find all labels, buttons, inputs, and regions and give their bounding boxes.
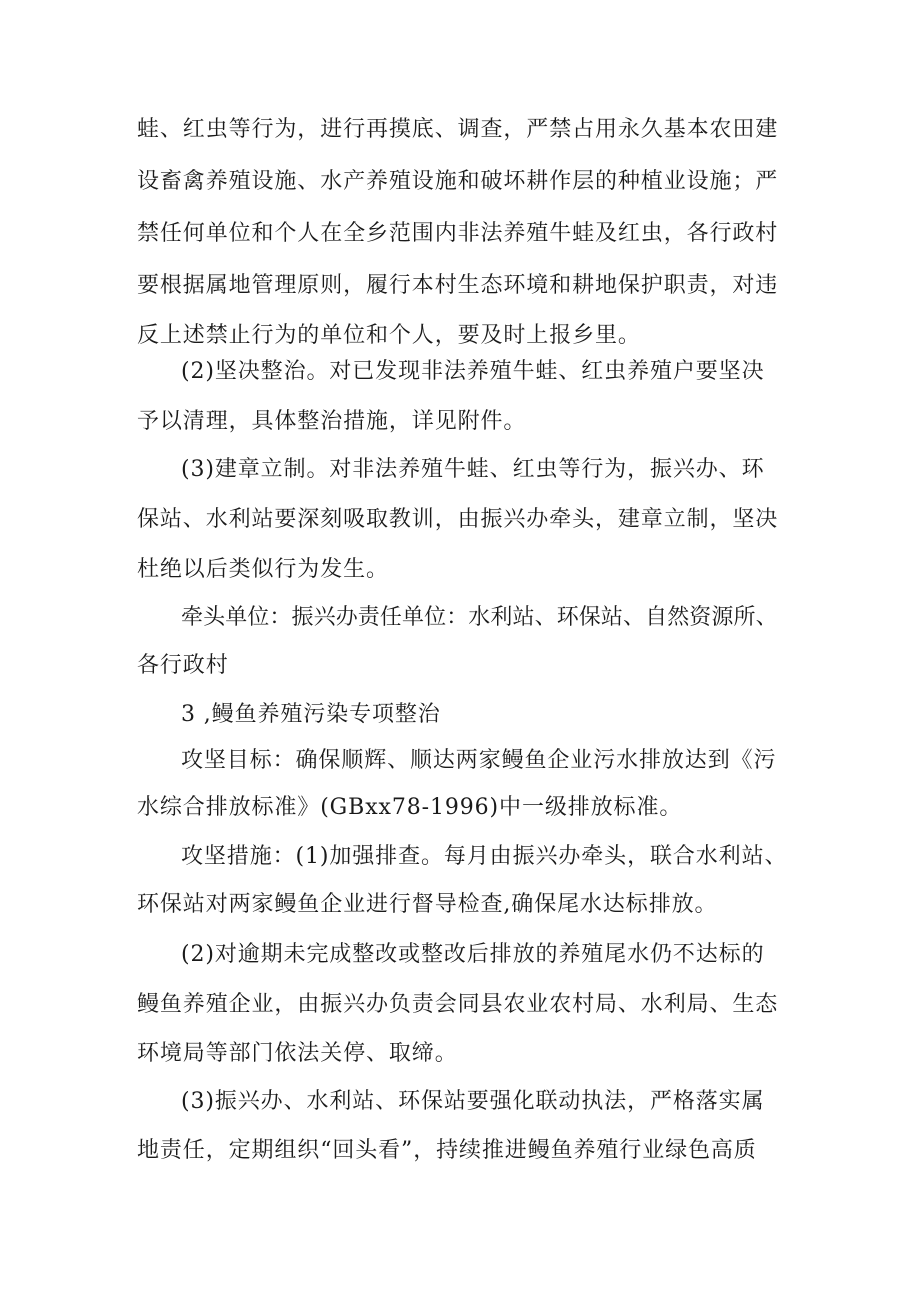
paragraph-start: 攻坚措施：(1)加强排查。每月由振兴办牵头，联合水利站、 xyxy=(181,844,788,869)
text-line: 各行政村 xyxy=(137,653,229,678)
section-heading: 3 ,鳗鱼养殖污染专项整治 xyxy=(181,702,441,727)
responsible-units-line: 牵头单位：振兴办责任单位：水利站、环保站、自然资源所、 xyxy=(181,605,778,630)
text-line: 水综合排放标准》(GBxx78-1996)中一级排放标准。 xyxy=(137,795,683,820)
paragraph-start: (3)振兴办、水利站、环保站要强化联动执法，严格落实属 xyxy=(181,1089,765,1114)
text-line: 要根据属地管理原则，履行本村生态环境和耕地保护职责，对违 xyxy=(137,273,779,298)
text-line: 保站、水利站要深刻吸取教训，由振兴办牵头，建章立制，坚决 xyxy=(137,507,779,532)
text-line: 环境局等部门依法关停、取缔。 xyxy=(137,1041,458,1066)
text-line: 反上述禁止行为的单位和个人，要及时上报乡里。 xyxy=(137,323,641,348)
text-line: 地责任，定期组织“回头看”，持续推进鳗鱼养殖行业绿色高质 xyxy=(137,1138,757,1163)
paragraph-start: 攻坚目标：确保顺辉、顺达两家鳗鱼企业污水排放达到《污 xyxy=(181,748,777,773)
text-line: 蛙、红虫等行为，进行再摸底、调查，严禁占用永久基本农田建 xyxy=(137,117,779,142)
text-line: 环保站对两家鳗鱼企业进行督导检查,确保尾水达标排放。 xyxy=(137,892,718,917)
text-line: 禁任何单位和个人在全乡范围内非法养殖牛蛙及红虫，各行政村 xyxy=(137,221,779,246)
text-line: 鳗鱼养殖企业，由振兴办负责会同县农业农村局、水利局、生态 xyxy=(137,992,779,1017)
text-line: 设畜禽养殖设施、水产养殖设施和破坏耕作层的种植业设施；严 xyxy=(137,169,779,194)
paragraph-start: (2)坚决整治。对已发现非法养殖牛蛙、红虫养殖户要坚决 xyxy=(181,359,765,384)
text-line: 杜绝以后类似行为发生。 xyxy=(137,557,389,582)
text-line: 予以清理，具体整治措施，详见附件。 xyxy=(137,409,527,434)
paragraph-start: (3)建章立制。对非法养殖牛蛙、红虫等行为，振兴办、环 xyxy=(181,457,765,482)
paragraph-start: (2)对逾期未完成整改或整改后排放的养殖尾水仍不达标的 xyxy=(181,942,765,967)
